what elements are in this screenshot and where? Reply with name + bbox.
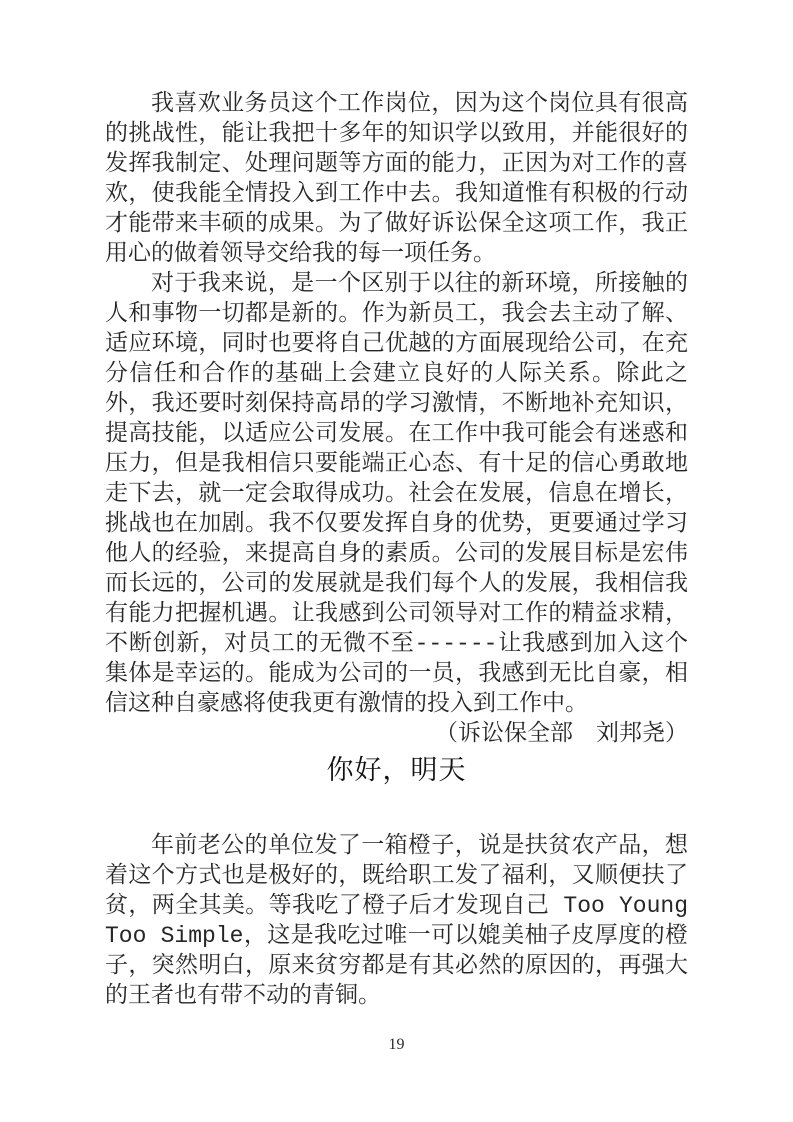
article1-paragraph-1: 我喜欢业务员这个工作岗位，因为这个岗位具有很高的挑战性，能让我把十多年的知识学以致用，并能很好的发挥我制定、处理问题等方面的能力，正因为对工作的喜欢，使我能全情投入到工作中去。我知道惟有积极的行动才能带来丰硕的成果。为了做好诉讼保全这项工作，我正用心的做着领导交给我的每一项任务。 — [105, 91, 688, 267]
article1-paragraph-2 — [105, 269, 688, 747]
article2-title: 你好，明天 — [326, 755, 467, 785]
page-number: 19 — [388, 1036, 405, 1053]
page-content — [105, 89, 688, 1011]
article1-paragraph-2-text: 对于我来说，是一个区别于以往的新环境，所接触的人和事物一切都是新的。作为新员工，我会去主动了解、适应环境，同时也要将自己优越的方面展现给公司，在充分信任和合作的基础上会建立良好的人际关系。除此之外，我还要时刻保持高昂的学习激情，不断地补充知识，提高技能，以适应公司发展。在工作中我可能会有迷惑和压力，但是我相信只要能端正心态、有十足的信心勇敢地走下去，就一定会取得成功。社会在发展，信息在增长，挑战也在加剧。我不仅要发挥自身的优势，更要通过学习他人的经验，来提高自身的素质。公司的发展目标是宏伟而长远的，公司的发展就是我们每个人的发展，我相信我有能力把握机遇。让我感到公司领导对工作的精益求精，不断创新，对员工的无微不至------让我感到加入这个集体是幸运的。能成为公司的一员，我感到无比自豪，相信这种自豪感将使我更有激情的投入到工作中。 — [105, 271, 688, 717]
signature: （诉讼保全部 刘邦尧） — [435, 721, 688, 747]
article2-paragraph-1: 年前老公的单位发了一箱橙子，说是扶贫农产品，想着这个方式也是极好的，既给职工发了福利，又顺便扶了贫，两全其美。等我吃了橙子后才发现自己 Too Young Too Simple，这是我吃过唯一可以媲美柚子皮厚度的橙子，突然明白，原来贫穷都是有其必然的原因的，再强大的王者也有带不动的青铜。 — [105, 833, 688, 1009]
